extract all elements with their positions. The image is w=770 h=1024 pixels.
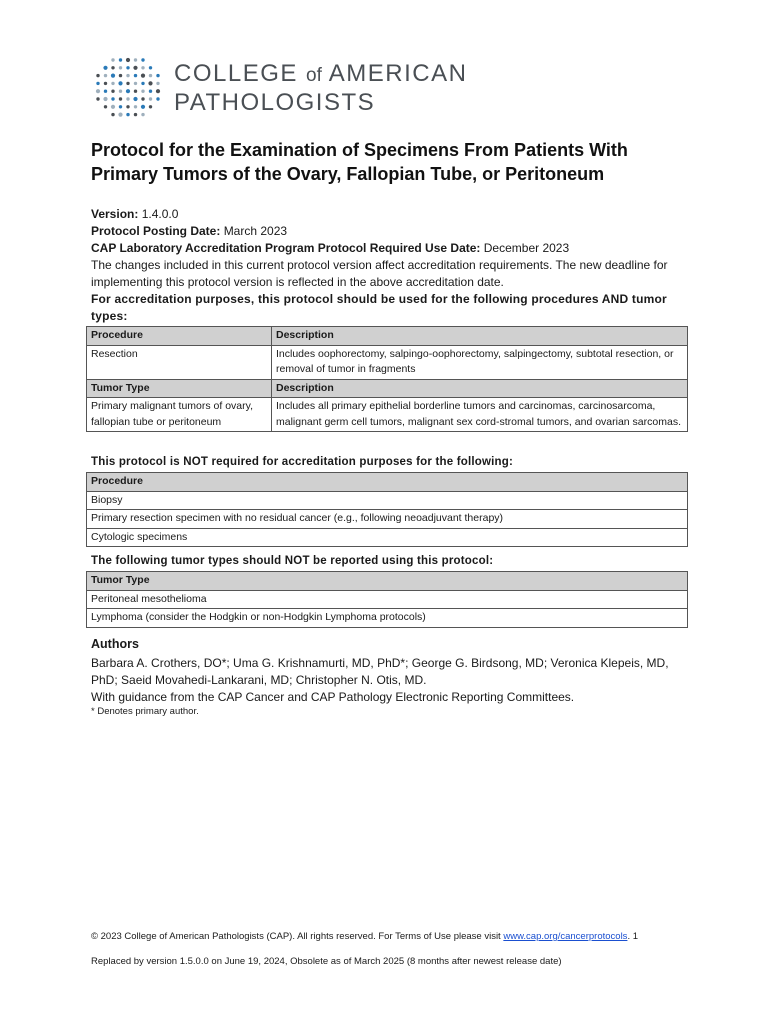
- logo-dot: [126, 58, 130, 62]
- logo-dot: [119, 90, 122, 93]
- table-row: [87, 510, 688, 529]
- cap-logo-mark: [94, 54, 164, 124]
- logo-dot: [111, 97, 114, 100]
- logo-dot: [111, 113, 114, 116]
- logo-college: COLLEGE: [174, 60, 307, 87]
- changes-text: The changes included in this current protocol version affect accreditation requirements. The new deadline for implementing this protocol version is reflected in the above accreditation date.: [91, 258, 668, 289]
- logo-dot: [111, 66, 114, 69]
- logo-dot: [149, 105, 152, 108]
- logo-dot: [133, 97, 137, 101]
- required-line: [91, 240, 691, 257]
- tumor-header: Tumor Type: [87, 379, 272, 398]
- logo-dot: [149, 66, 152, 69]
- table-header-row: [87, 473, 688, 492]
- logo-dot: [156, 74, 159, 77]
- logo-dot: [134, 58, 137, 61]
- required-value: December 2023: [483, 241, 570, 255]
- page-number: . 1: [627, 931, 638, 942]
- procedure-header: Procedure: [87, 327, 272, 346]
- primary-author-note: * Denotes primary author.: [91, 706, 199, 717]
- logo-dot: [134, 113, 137, 116]
- logo-dot: [134, 90, 137, 93]
- logo-dot: [156, 97, 159, 100]
- logo-dot: [104, 90, 107, 93]
- table-header-row: [87, 327, 688, 346]
- table-row: [87, 345, 688, 379]
- logo-dot: [148, 81, 152, 85]
- logo-pathologists: PATHOLOGISTS: [174, 89, 376, 116]
- author-guidance: With guidance from the CAP Cancer and CAP Pathology Electronic Reporting Committees.: [91, 690, 575, 704]
- cap-logo: [94, 54, 474, 124]
- table-row: [87, 590, 688, 609]
- not-required-heading: This protocol is NOT required for accreditation purposes for the following:: [91, 456, 513, 468]
- logo-dot: [149, 90, 152, 93]
- logo-dot: [96, 74, 99, 77]
- logo-dot: [141, 82, 144, 85]
- logo-dot: [119, 66, 122, 69]
- copyright-text: © 2023 College of American Pathologists (CAP). All rights reserved. For Terms of Use please visit: [91, 931, 504, 942]
- logo-dot: [133, 66, 137, 70]
- logo-dot: [119, 105, 122, 108]
- logo-dot: [111, 74, 115, 78]
- authors-block: [91, 655, 691, 706]
- logo-dot: [126, 97, 129, 100]
- logo-dot: [111, 82, 114, 85]
- tumor-desc-header: Description: [272, 379, 688, 398]
- logo-american: AMERICAN: [321, 60, 468, 87]
- logo-dot: [96, 82, 99, 85]
- procedure-cell: Resection: [87, 345, 272, 379]
- logo-dot: [119, 97, 122, 100]
- logo-dot: [111, 90, 114, 93]
- logo-dot: [96, 97, 99, 100]
- version-line: [91, 206, 691, 223]
- logo-dot: [141, 105, 145, 109]
- tumor-desc-cell: Includes all primary epithelial borderline tumors and carcinomas, carcinosarcoma, malignant germ cell tumors, malignant sex cord-stromal tumors, and ovarian sarcomas.: [272, 398, 688, 432]
- logo-dot: [134, 82, 137, 85]
- logo-dot: [111, 58, 114, 61]
- logo-dot: [141, 90, 144, 93]
- logo-dot: [126, 74, 129, 77]
- tumor-cell: Primary malignant tumors of ovary, fallopian tube or peritoneum: [87, 398, 272, 432]
- logo-dot: [111, 105, 115, 109]
- logo-dot: [134, 74, 137, 77]
- table-row: [87, 609, 688, 628]
- table-row: [87, 528, 688, 547]
- logo-dot: [156, 82, 159, 85]
- logo-dot: [104, 74, 107, 77]
- logo-dot: [141, 97, 144, 100]
- page-title: Protocol for the Examination of Specimens From Patients With Primary Tumors of the Ovary, Fallopian Tube, or Peritoneum: [91, 140, 628, 184]
- logo-dot: [141, 74, 145, 78]
- table-row: [87, 398, 688, 432]
- logo-dot: [119, 74, 122, 77]
- logo-dot: [126, 113, 129, 116]
- description-header: Description: [272, 327, 688, 346]
- logo-dot: [126, 105, 129, 108]
- logo-dot: [119, 58, 122, 61]
- cap-logo-text: [174, 60, 467, 116]
- logo-dot: [141, 113, 144, 116]
- logo-dot: [104, 105, 107, 108]
- logo-dot: [134, 105, 137, 108]
- procedures-table: [86, 326, 688, 432]
- not-reported-cell: Peritoneal mesothelioma: [87, 590, 688, 609]
- logo-dot: [118, 81, 122, 85]
- logo-dot: [149, 97, 152, 100]
- logo-of: of: [306, 65, 322, 86]
- logo-dot: [126, 66, 129, 69]
- logo-dot: [103, 97, 107, 101]
- not-reported-heading: The following tumor types should NOT be reported using this protocol:: [91, 555, 494, 567]
- copyright-footer: [91, 931, 638, 942]
- posting-value: March 2023: [223, 224, 288, 238]
- not-reported-header: Tumor Type: [87, 572, 688, 591]
- table-header-row: [87, 379, 688, 398]
- logo-dot: [156, 89, 160, 93]
- logo-dot: [149, 74, 152, 77]
- logo-dot: [126, 82, 129, 85]
- cancer-protocols-link[interactable]: www.cap.org/cancerprotocols: [503, 931, 628, 942]
- not-required-cell: Biopsy: [87, 491, 688, 510]
- author-names: Barbara A. Crothers, DO*; Uma G. Krishnamurti, MD, PhD*; George G. Birdsong, MD; Veronica Klepeis, MD, PhD; Saeid Movahedi-Lankarani, MD; Christopher N. Otis, MD.: [91, 656, 669, 687]
- logo-dot: [118, 113, 122, 117]
- logo-dot: [141, 66, 144, 69]
- not-reported-table: [86, 571, 688, 628]
- protocol-meta: [91, 206, 691, 325]
- logo-dot: [104, 82, 107, 85]
- table-row: [87, 491, 688, 510]
- not-required-cell: Cytologic specimens: [87, 528, 688, 547]
- logo-dot: [103, 66, 107, 70]
- table-header-row: [87, 572, 688, 591]
- required-label: CAP Laboratory Accreditation Program Protocol Required Use Date:: [91, 241, 481, 255]
- purpose-heading: For accreditation purposes, this protocol should be used for the following procedures AND tumor types:: [91, 292, 667, 323]
- version-value: 1.4.0.0: [141, 207, 179, 221]
- logo-dot: [126, 89, 130, 93]
- replacement-notice: Replaced by version 1.5.0.0 on June 19, 2024, Obsolete as of March 2025 (8 months after newest release date): [91, 956, 562, 967]
- not-required-header: Procedure: [87, 473, 688, 492]
- procedure-desc-cell: Includes oophorectomy, salpingo-oophorectomy, salpingectomy, subtotal resection, or removal of tumor in fragments: [272, 345, 688, 379]
- not-required-table: [86, 472, 688, 547]
- version-label: Version:: [91, 207, 139, 221]
- not-required-cell: Primary resection specimen with no residual cancer (e.g., following neoadjuvant therapy): [87, 510, 688, 529]
- logo-dot: [141, 58, 144, 61]
- logo-dot: [96, 89, 100, 93]
- posting-line: [91, 223, 691, 240]
- authors-heading: Authors: [91, 637, 139, 651]
- not-reported-cell: Lymphoma (consider the Hodgkin or non-Hodgkin Lymphoma protocols): [87, 609, 688, 628]
- posting-label: Protocol Posting Date:: [91, 224, 221, 238]
